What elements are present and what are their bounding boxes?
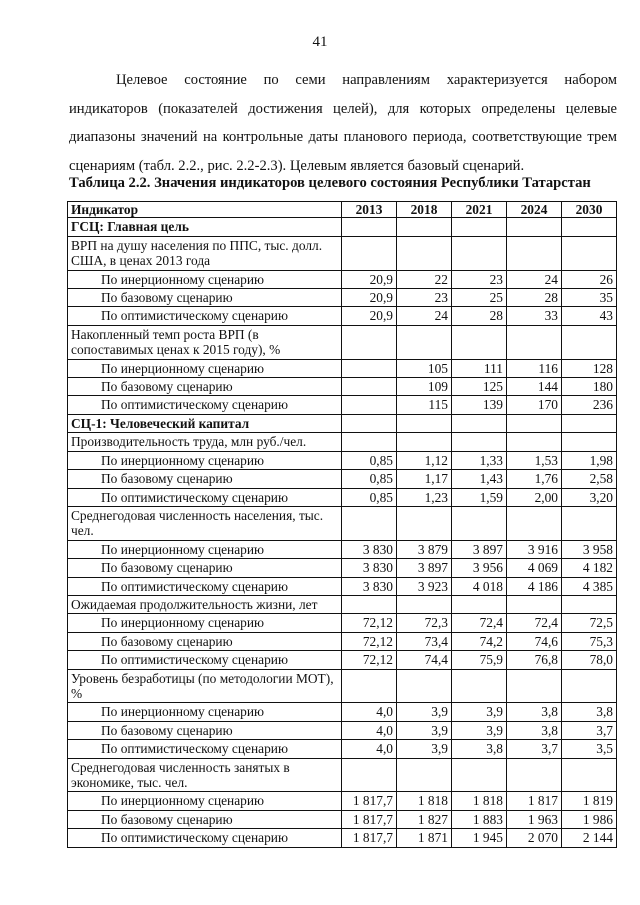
value-cell: 1 817 [507,792,562,810]
value-cell: 0,85 [342,470,397,488]
value-cell: 1 818 [452,792,507,810]
table-row [68,614,617,632]
table-row [68,703,617,721]
value-cell: 3 879 [397,540,452,558]
value-cell [452,325,507,359]
value-cell [342,758,397,792]
value-cell [562,758,617,792]
value-cell: 25 [452,289,507,307]
value-cell: 76,8 [507,651,562,669]
section-row [68,414,617,432]
value-cell [562,325,617,359]
value-cell: 3 923 [397,577,452,595]
value-cell [342,359,397,377]
section-label: СЦ-1: Человеческий капитал [68,414,342,432]
table-row [68,307,617,325]
value-cell: 24 [507,270,562,288]
value-cell: 72,5 [562,614,617,632]
value-cell: 1,23 [397,488,452,506]
value-cell [507,218,562,236]
value-cell: 72,4 [507,614,562,632]
value-cell: 43 [562,307,617,325]
value-cell: 3 897 [452,540,507,558]
table-row [68,810,617,828]
value-cell: 1 986 [562,810,617,828]
value-cell: 105 [397,359,452,377]
value-cell: 3,7 [507,740,562,758]
scenario-label: По базовому сценарию [68,721,342,739]
value-cell: 1,53 [507,451,562,469]
value-cell: 26 [562,270,617,288]
value-cell: 4,0 [342,740,397,758]
value-cell: 20,9 [342,289,397,307]
value-cell [562,236,617,270]
scenario-label: По инерционному сценарию [68,540,342,558]
value-cell: 3,7 [562,721,617,739]
header-year: 2030 [562,202,617,218]
scenario-label: По инерционному сценарию [68,703,342,721]
value-cell [397,433,452,451]
value-cell: 1,12 [397,451,452,469]
value-cell [562,433,617,451]
value-cell: 1 871 [397,829,452,847]
table-row [68,651,617,669]
table-row [68,378,617,396]
scenario-label: По оптимистическому сценарию [68,740,342,758]
indicators-table [67,201,617,848]
value-cell: 236 [562,396,617,414]
value-cell [452,236,507,270]
table-row [68,632,617,650]
indicator-label: Среднегодовая численность населения, тыс. чел. [68,506,342,540]
value-cell [342,236,397,270]
indicator-row [68,669,617,703]
table-row [68,270,617,288]
value-cell: 28 [452,307,507,325]
value-cell: 1 827 [397,810,452,828]
value-cell: 1,17 [397,470,452,488]
value-cell: 72,12 [342,614,397,632]
table-row [68,559,617,577]
indicator-label: Уровень безработицы (по методологии МОТ), % [68,669,342,703]
value-cell: 144 [507,378,562,396]
value-cell: 3,20 [562,488,617,506]
value-cell [397,414,452,432]
value-cell: 1 883 [452,810,507,828]
indicator-label: ВРП на душу населения по ППС, тыс. долл. США, в ценах 2013 года [68,236,342,270]
value-cell: 3 830 [342,540,397,558]
value-cell: 4 182 [562,559,617,577]
value-cell [507,325,562,359]
scenario-label: По оптимистическому сценарию [68,488,342,506]
scenario-label: По оптимистическому сценарию [68,577,342,595]
indicator-label: Среднегодовая численность занятых в экономике, тыс. чел. [68,758,342,792]
value-cell: 3,9 [397,740,452,758]
table-row [68,721,617,739]
value-cell: 3,9 [452,721,507,739]
value-cell: 73,4 [397,632,452,650]
section-row [68,218,617,236]
value-cell: 1 817,7 [342,792,397,810]
value-cell: 0,85 [342,451,397,469]
value-cell: 4,0 [342,703,397,721]
value-cell: 72,3 [397,614,452,632]
value-cell [342,325,397,359]
value-cell [507,595,562,613]
indicator-label: Ожидаемая продолжительность жизни, лет [68,595,342,613]
scenario-label: По базовому сценарию [68,810,342,828]
value-cell: 33 [507,307,562,325]
value-cell: 35 [562,289,617,307]
value-cell: 2 070 [507,829,562,847]
value-cell: 72,12 [342,651,397,669]
value-cell: 74,4 [397,651,452,669]
value-cell: 1,98 [562,451,617,469]
value-cell: 4 385 [562,577,617,595]
scenario-label: По инерционному сценарию [68,359,342,377]
value-cell: 74,2 [452,632,507,650]
value-cell: 23 [397,289,452,307]
value-cell: 3 897 [397,559,452,577]
value-cell: 4 186 [507,577,562,595]
value-cell: 115 [397,396,452,414]
value-cell: 2,00 [507,488,562,506]
indicator-row [68,325,617,359]
table-row [68,488,617,506]
value-cell: 3,8 [507,721,562,739]
value-cell [342,595,397,613]
value-cell: 3,8 [562,703,617,721]
value-cell [507,414,562,432]
table-row [68,740,617,758]
value-cell [342,414,397,432]
value-cell [342,218,397,236]
table-row [68,540,617,558]
value-cell [452,433,507,451]
value-cell [342,396,397,414]
value-cell: 180 [562,378,617,396]
value-cell: 3,8 [452,740,507,758]
table-header-row [68,202,617,218]
value-cell: 1 819 [562,792,617,810]
value-cell [452,595,507,613]
value-cell: 3 916 [507,540,562,558]
table-row [68,470,617,488]
scenario-label: По оптимистическому сценарию [68,651,342,669]
value-cell: 1,59 [452,488,507,506]
value-cell: 139 [452,396,507,414]
value-cell: 1 818 [397,792,452,810]
value-cell: 24 [397,307,452,325]
indicator-row [68,433,617,451]
scenario-label: По базовому сценарию [68,559,342,577]
value-cell: 1 817,7 [342,810,397,828]
value-cell: 75,9 [452,651,507,669]
value-cell [397,669,452,703]
value-cell [342,378,397,396]
scenario-label: По оптимистическому сценарию [68,307,342,325]
header-year: 2018 [397,202,452,218]
value-cell: 20,9 [342,270,397,288]
header-year: 2024 [507,202,562,218]
value-cell [452,218,507,236]
table-row [68,577,617,595]
value-cell: 3 956 [452,559,507,577]
value-cell: 3,5 [562,740,617,758]
value-cell: 3,8 [507,703,562,721]
value-cell [452,669,507,703]
table-row [68,451,617,469]
value-cell: 3,9 [397,721,452,739]
value-cell: 28 [507,289,562,307]
value-cell: 3 958 [562,540,617,558]
value-cell [342,433,397,451]
value-cell: 1 945 [452,829,507,847]
scenario-label: По оптимистическому сценарию [68,396,342,414]
value-cell [397,236,452,270]
scenario-label: По базовому сценарию [68,470,342,488]
value-cell: 72,4 [452,614,507,632]
value-cell: 3 830 [342,577,397,595]
section-label: ГСЦ: Главная цель [68,218,342,236]
value-cell: 3,9 [397,703,452,721]
value-cell: 0,85 [342,488,397,506]
scenario-label: По базовому сценарию [68,378,342,396]
scenario-label: По инерционному сценарию [68,451,342,469]
scenario-label: По инерционному сценарию [68,270,342,288]
value-cell: 1,43 [452,470,507,488]
table-row [68,792,617,810]
table-body [68,218,617,847]
scenario-label: По инерционному сценарию [68,614,342,632]
header-indicator: Индикатор [68,202,342,218]
value-cell [397,325,452,359]
value-cell: 116 [507,359,562,377]
value-cell [397,506,452,540]
value-cell [507,236,562,270]
value-cell: 111 [452,359,507,377]
value-cell [507,669,562,703]
scenario-label: По базовому сценарию [68,289,342,307]
value-cell [507,758,562,792]
value-cell: 2 144 [562,829,617,847]
indicator-row [68,758,617,792]
value-cell [507,506,562,540]
value-cell [452,506,507,540]
value-cell: 1,76 [507,470,562,488]
value-cell: 4 018 [452,577,507,595]
intro-paragraph [69,66,617,180]
value-cell [342,669,397,703]
value-cell [562,506,617,540]
value-cell: 4 069 [507,559,562,577]
value-cell [562,669,617,703]
indicator-label: Накопленный темп роста ВРП (в сопоставимых ценах к 2015 году), % [68,325,342,359]
value-cell: 72,12 [342,632,397,650]
table-title: Таблица 2.2. Значения индикаторов целевого состояния Республики Татарстан [69,175,591,191]
value-cell [397,218,452,236]
value-cell [507,433,562,451]
indicator-row [68,236,617,270]
value-cell: 74,6 [507,632,562,650]
value-cell: 170 [507,396,562,414]
value-cell [562,218,617,236]
value-cell [342,506,397,540]
value-cell: 109 [397,378,452,396]
table-row [68,359,617,377]
value-cell: 1 963 [507,810,562,828]
scenario-label: По базовому сценарию [68,632,342,650]
value-cell [397,758,452,792]
indicator-row [68,506,617,540]
table-row [68,829,617,847]
value-cell: 1,33 [452,451,507,469]
scenario-label: По оптимистическому сценарию [68,829,342,847]
intro-text: Целевое состояние по семи направлениям характеризуется набором индикаторов (показателей достижения целей), для которых определены целевые диапазоны значений на контрольные даты планового периода, соответствующие трем сценариям (табл. 2.2., рис. 2.2-2.3). Целевым является базовый сценарий. [69,72,617,174]
header-year: 2013 [342,202,397,218]
value-cell: 20,9 [342,307,397,325]
table-row [68,289,617,307]
table-row [68,396,617,414]
value-cell: 125 [452,378,507,396]
value-cell: 3 830 [342,559,397,577]
indicator-label: Производительность труда, млн руб./чел. [68,433,342,451]
header-year: 2021 [452,202,507,218]
value-cell [452,414,507,432]
value-cell [562,414,617,432]
indicator-row [68,595,617,613]
value-cell: 128 [562,359,617,377]
value-cell: 2,58 [562,470,617,488]
value-cell [397,595,452,613]
value-cell: 1 817,7 [342,829,397,847]
value-cell: 4,0 [342,721,397,739]
value-cell [562,595,617,613]
value-cell: 75,3 [562,632,617,650]
scenario-label: По инерционному сценарию [68,792,342,810]
value-cell [452,758,507,792]
page-number: 41 [312,34,328,50]
value-cell: 23 [452,270,507,288]
value-cell: 22 [397,270,452,288]
value-cell: 78,0 [562,651,617,669]
value-cell: 3,9 [452,703,507,721]
